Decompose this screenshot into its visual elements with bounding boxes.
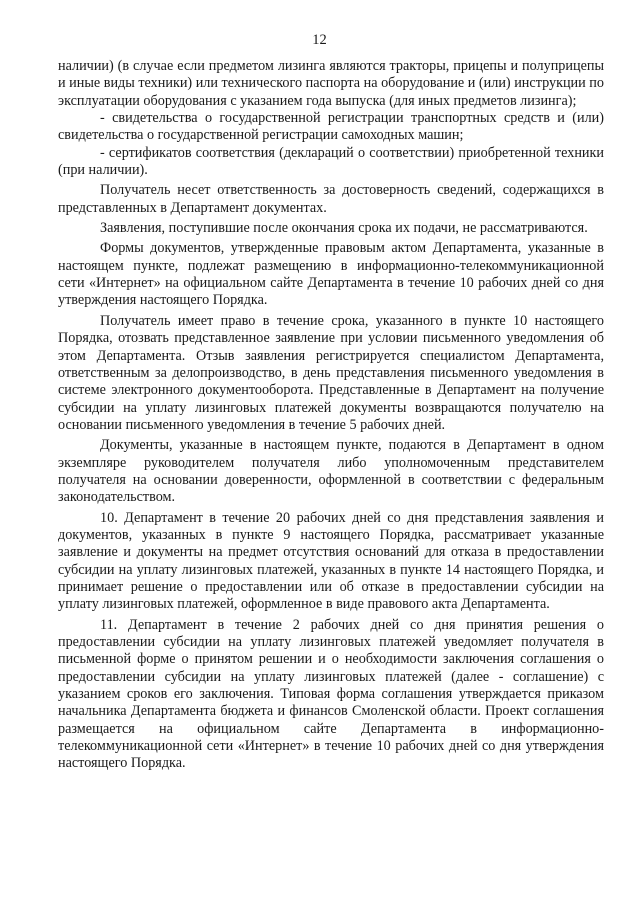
paragraph-continuation: наличии) (в случае если предметом лизинга являются тракторы, прицепы и полуприцепы и иные виды техники) или технического паспорта на оборудование и (или) инструкции по эксплуатации оборудования с указанием года выпуска (для иных предметов лизинга); [58, 58, 604, 109]
paragraph-section-11: 11. Департамент в течение 2 рабочих дней со дня принятия решения о предоставлении субсидии на уплату лизинговых платежей уведомляет получателя в письменной форме о принятом решении и о необходимости заключения соглашения о предоставлении субсидии на уплату лизинговых платежей (далее - соглашение) с указанием сроков его заключения. Типовая форма соглашения утверждается приказом начальника Департамента бюджета и финансов Смоленской области. Проект соглашения размещается на официальном сайте Департамента в информационно-телекоммуникационной сети «Интернет» в течение 10 рабочих дней со дня утверждения настоящего Порядка. [58, 616, 604, 772]
paragraph-late-applications: Заявления, поступившие после окончания срока их подачи, не рассматриваются. [100, 220, 588, 237]
paragraph-document-forms: Формы документов, утвержденные правовым актом Департамента, указанные в настоящем пункте, подлежат размещению в информационно-телекоммуникационной сети «Интернет» на официальном сайте Департамента в течение 10 рабочих дней со дня утверждения настоящего Порядка. [58, 240, 604, 309]
paragraph-submission: Документы, указанные в настоящем пункте, подаются в Департамент в одном экземпляре руководителем получателя либо уполномоченным представителем получателя на основании доверенности, оформленной в соответствии с федеральным законодательством. [58, 437, 604, 506]
paragraph-responsibility: Получатель несет ответственность за достоверность сведений, содержащихся в представленных в Департамент документах. [58, 182, 604, 216]
paragraph-withdrawal: Получатель имеет право в течение срока, указанного в пункте 10 настоящего Порядка, отозвать представленное заявление при условии письменного уведомления об этом Департамента. Отзыв заявления регистрируется специалистом Департамента, ответственным за делопроизводство, в день представления письменного уведомления в системе электронного документооборота. Представленные в Департамент на получение субсидии на уплату лизинговых платежей документы возвращаются получателю на основании письменного уведомления в течение 5 рабочих дней. [58, 312, 604, 433]
paragraph-section-10: 10. Департамент в течение 20 рабочих дней со дня представления заявления и документов, указанных в пункте 9 настоящего Порядка, рассматривает указанные заявление и документы на предмет отсутствия оснований для отказа в предоставлении субсидии на уплату лизинговых платежей, указанных в пункте 14 настоящего Порядка, и принимает решение о предоставлении или об отказе в предоставлении субсидии на уплату лизинговых платежей, оформленное в виде правового акта Департамента. [58, 509, 604, 613]
paragraph-conformity-certificates: - сертификатов соответствия (деклараций о соответствии) приобретенной техники (при наличии). [58, 144, 604, 179]
page-number: 12 [312, 32, 327, 48]
document-body [58, 58, 604, 773]
paragraph-registration-certificates: - свидетельства о государственной регистрации транспортных средств и (или) свидетельства о государственной регистрации самоходных машин; [58, 110, 604, 144]
